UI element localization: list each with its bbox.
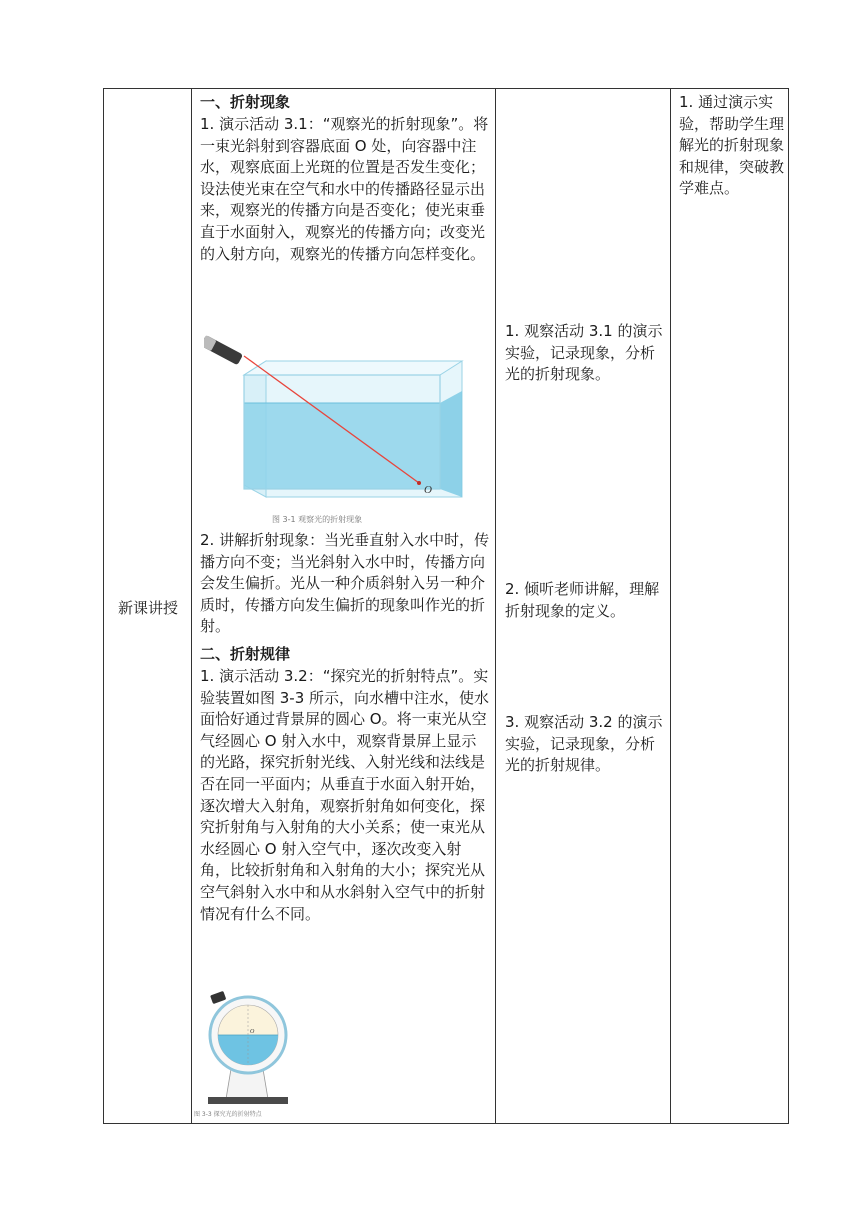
design-purpose-column bbox=[671, 89, 788, 1123]
student-item-3: 3. 观察活动 3.2 的演示实验，记录现象，分析光的折射规律。 bbox=[505, 713, 663, 775]
figure-refraction-tank bbox=[204, 325, 464, 503]
student-activity-column bbox=[496, 89, 671, 1123]
teaching-content-column bbox=[192, 89, 496, 1123]
paragraph-activity-3-1: 1. 演示活动 3.1：“观察光的折射现象”。将一束光斜射到容器底面 O 处，向容器中注水，观察底面上光斑的位置是否发生变化；设法使光束在空气和水中的传播路径显示出来，观察光的传播方向是否变化；使光束垂直于水面射入，观察光的传播方向；改变光的入射方向，观察光的传播方向怎样变化。 bbox=[200, 115, 489, 263]
fig1-point-o: O bbox=[424, 484, 432, 496]
paragraph-activity-3-2: 1. 演示活动 3.2：“探究光的折射特点”。实验装置如图 3-3 所示，向水槽中注水，使水面恰好通过背景屏的圆心 O。将一束光从空气经圆心 O 射入水中，观察背景屏上显示的光路，探究折射光线、入射光线和法线是否在同一平面内；从垂直于水面入射开始，逐次增大入射角，观察折射角如何变化，探究折射角与入射角的大小关系；使一束光从水经圆心 O 射入空气中，逐次改变入射角，比较折射角和入射角的大小；探究光从空气斜射入水中和从水斜射入空气中的折射情况有什么不同。 bbox=[200, 667, 490, 923]
section-heading-refraction-law: 二、折射规律 bbox=[200, 645, 291, 663]
student-item-2: 2. 倾听老师讲解，理解折射现象的定义。 bbox=[505, 580, 660, 620]
purpose-item-1: 1. 通过演示实验，帮助学生理解光的折射现象和规律，突破教学难点。 bbox=[679, 93, 785, 198]
fig2-point-o: O bbox=[250, 1029, 255, 1035]
laser-source-icon bbox=[210, 991, 226, 1004]
stage-column bbox=[104, 89, 192, 1123]
figure2-caption: 图 3-3 探究光的折射特点 bbox=[194, 1111, 262, 1118]
student-item-1: 1. 观察活动 3.1 的演示实验，记录现象，分析光的折射现象。 bbox=[505, 322, 663, 384]
paragraph-refraction-explanation: 2. 讲解折射现象：当光垂直射入水中时，传播方向不变；当光斜射入水中时，传播方向会发生偏折。光从一种介质斜射入另一种介质时，传播方向发生偏折的现象叫作光的折射。 bbox=[200, 531, 490, 636]
lesson-table bbox=[103, 88, 789, 1124]
figure-refraction-disc bbox=[202, 989, 292, 1105]
row-label: 新课讲授 bbox=[117, 599, 178, 617]
figure1-caption: 图 3-1 观察光的折射现象 bbox=[272, 515, 363, 524]
section-heading-refraction: 一、折射现象 bbox=[200, 93, 291, 111]
laser-pointer-icon bbox=[204, 335, 243, 365]
